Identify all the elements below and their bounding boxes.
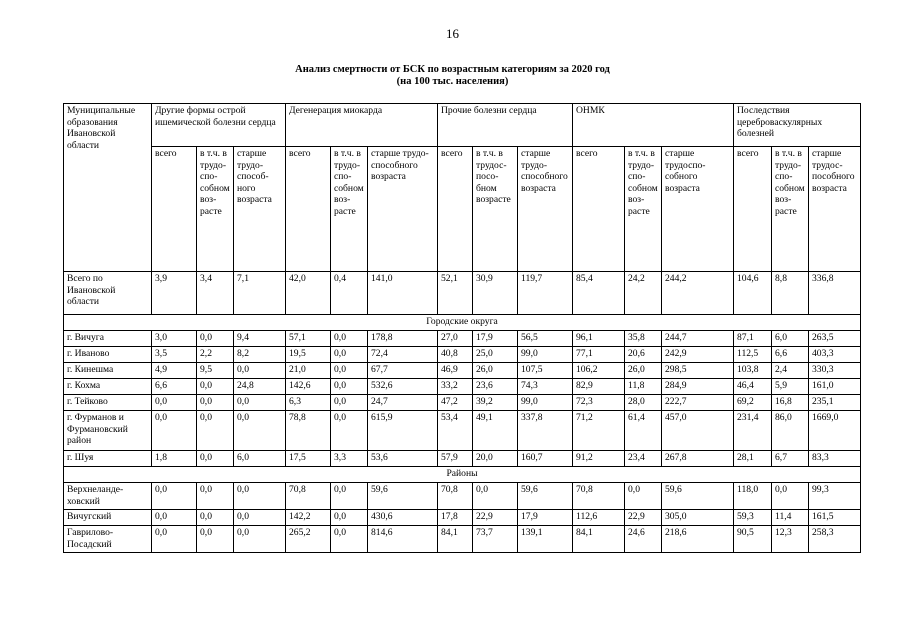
header-group: Дегенерация миокарда [286, 104, 438, 147]
value-cell: 26,0 [473, 363, 518, 379]
value-cell: 0,0 [473, 483, 518, 510]
value-cell: 305,0 [662, 510, 734, 526]
table-row [64, 363, 861, 379]
value-cell: 28,0 [625, 395, 662, 411]
value-cell: 47,2 [438, 395, 473, 411]
value-cell: 0,0 [197, 331, 234, 347]
municipality-name: Верхнеландеховский [64, 483, 152, 510]
value-cell: 72,3 [573, 395, 625, 411]
value-cell: 139,1 [518, 526, 573, 553]
value-cell: 337,8 [518, 411, 573, 451]
value-cell: 16,8 [772, 395, 809, 411]
table-row [64, 510, 861, 526]
value-cell: 2,2 [197, 347, 234, 363]
section-row [64, 315, 861, 331]
title-line-2: (на 100 тыс. населения) [396, 76, 509, 87]
value-cell: 0,0 [197, 451, 234, 467]
value-cell: 615,9 [368, 411, 438, 451]
value-cell: 231,4 [734, 411, 772, 451]
value-cell: 0,0 [197, 483, 234, 510]
subheader-cell: в т.ч. в трудоспособном возрасте [625, 147, 662, 272]
value-cell: 0,0 [331, 395, 368, 411]
value-cell: 267,8 [662, 451, 734, 467]
value-cell: 178,8 [368, 331, 438, 347]
value-cell: 3,9 [152, 272, 197, 315]
value-cell: 244,7 [662, 331, 734, 347]
value-cell: 0,0 [772, 483, 809, 510]
value-cell: 40,8 [438, 347, 473, 363]
subheader-cell: старше трудоспособного возраста [518, 147, 573, 272]
value-cell: 69,2 [734, 395, 772, 411]
municipality-name: г. Фурманов и Фурмановский район [64, 411, 152, 451]
value-cell: 258,3 [809, 526, 861, 553]
value-cell: 0,0 [331, 483, 368, 510]
value-cell: 330,3 [809, 363, 861, 379]
value-cell: 403,3 [809, 347, 861, 363]
value-cell: 430,6 [368, 510, 438, 526]
value-cell: 457,0 [662, 411, 734, 451]
subheader-cell: всего [152, 147, 197, 272]
value-cell: 8,8 [772, 272, 809, 315]
value-cell: 53,6 [368, 451, 438, 467]
value-cell: 57,9 [438, 451, 473, 467]
value-cell: 19,5 [286, 347, 331, 363]
value-cell: 0,0 [197, 395, 234, 411]
value-cell: 30,9 [473, 272, 518, 315]
subheader-cell: старше трудоспособного возраста [662, 147, 734, 272]
value-cell: 12,3 [772, 526, 809, 553]
value-cell: 24,2 [625, 272, 662, 315]
municipality-name: Гаврилово-Посадский [64, 526, 152, 553]
value-cell: 59,6 [662, 483, 734, 510]
value-cell: 0,0 [234, 483, 286, 510]
value-cell: 112,5 [734, 347, 772, 363]
subheader-cell: в т.ч. в трудоспособном возрасте [772, 147, 809, 272]
value-cell: 39,2 [473, 395, 518, 411]
header-row-groups [64, 104, 861, 147]
value-cell: 59,3 [734, 510, 772, 526]
value-cell: 0,0 [331, 411, 368, 451]
value-cell: 0,0 [331, 363, 368, 379]
value-cell: 235,1 [809, 395, 861, 411]
value-cell: 142,6 [286, 379, 331, 395]
municipality-name: г. Вичуга [64, 331, 152, 347]
value-cell: 3,4 [197, 272, 234, 315]
value-cell: 8,2 [234, 347, 286, 363]
header-group: ОНМК [573, 104, 734, 147]
value-cell: 86,0 [772, 411, 809, 451]
value-cell: 3,5 [152, 347, 197, 363]
value-cell: 0,0 [234, 411, 286, 451]
subheader-cell: старше трудоспособного возраста [234, 147, 286, 272]
value-cell: 0,0 [197, 510, 234, 526]
value-cell: 0,0 [197, 526, 234, 553]
subheader-cell: в т.ч. в трудоспособном возрасте [473, 147, 518, 272]
value-cell: 0,0 [152, 395, 197, 411]
table-title [0, 64, 905, 88]
value-cell: 78,8 [286, 411, 331, 451]
value-cell: 72,4 [368, 347, 438, 363]
table-row [64, 395, 861, 411]
value-cell: 77,1 [573, 347, 625, 363]
value-cell: 25,0 [473, 347, 518, 363]
value-cell: 85,4 [573, 272, 625, 315]
value-cell: 0,0 [331, 510, 368, 526]
value-cell: 118,0 [734, 483, 772, 510]
table-row [64, 379, 861, 395]
value-cell: 57,1 [286, 331, 331, 347]
value-cell: 35,8 [625, 331, 662, 347]
value-cell: 6,7 [772, 451, 809, 467]
subheader-cell: в т.ч. в трудоспособном возрасте [331, 147, 368, 272]
value-cell: 0,0 [234, 526, 286, 553]
value-cell: 59,6 [518, 483, 573, 510]
value-cell: 61,4 [625, 411, 662, 451]
value-cell: 218,6 [662, 526, 734, 553]
value-cell: 0,0 [152, 510, 197, 526]
value-cell: 3,3 [331, 451, 368, 467]
value-cell: 28,1 [734, 451, 772, 467]
mortality-table [63, 103, 861, 553]
value-cell: 265,2 [286, 526, 331, 553]
value-cell: 161,5 [809, 510, 861, 526]
value-cell: 21,0 [286, 363, 331, 379]
value-cell: 20,0 [473, 451, 518, 467]
table-row [64, 451, 861, 467]
value-cell: 84,1 [438, 526, 473, 553]
municipality-name: г. Тейково [64, 395, 152, 411]
subheader-cell: всего [286, 147, 331, 272]
value-cell: 24,6 [625, 526, 662, 553]
value-cell: 119,7 [518, 272, 573, 315]
value-cell: 0,0 [331, 331, 368, 347]
value-cell: 82,9 [573, 379, 625, 395]
value-cell: 0,0 [625, 483, 662, 510]
value-cell: 5,9 [772, 379, 809, 395]
table-row [64, 272, 861, 315]
value-cell: 106,2 [573, 363, 625, 379]
value-cell: 0,0 [234, 510, 286, 526]
subheader-cell: всего [734, 147, 772, 272]
value-cell: 0,0 [152, 483, 197, 510]
subheader-cell: старше трудоспособного возраста [368, 147, 438, 272]
section-title: Районы [64, 467, 861, 483]
value-cell: 53,4 [438, 411, 473, 451]
value-cell: 0,0 [331, 379, 368, 395]
value-cell: 6,3 [286, 395, 331, 411]
value-cell: 17,9 [518, 510, 573, 526]
value-cell: 46,4 [734, 379, 772, 395]
value-cell: 9,5 [197, 363, 234, 379]
table-row [64, 483, 861, 510]
value-cell: 27,0 [438, 331, 473, 347]
value-cell: 99,0 [518, 395, 573, 411]
section-title: Городские округа [64, 315, 861, 331]
section-row [64, 467, 861, 483]
value-cell: 6,0 [772, 331, 809, 347]
value-cell: 49,1 [473, 411, 518, 451]
value-cell: 112,6 [573, 510, 625, 526]
value-cell: 222,7 [662, 395, 734, 411]
value-cell: 90,5 [734, 526, 772, 553]
value-cell: 1,8 [152, 451, 197, 467]
value-cell: 0,0 [197, 411, 234, 451]
value-cell: 104,6 [734, 272, 772, 315]
value-cell: 0,4 [331, 272, 368, 315]
value-cell: 532,6 [368, 379, 438, 395]
value-cell: 263,5 [809, 331, 861, 347]
value-cell: 23,4 [625, 451, 662, 467]
title-line-1: Анализ смертности от БСК по возрастным категориям за 2020 год [295, 64, 610, 75]
value-cell: 84,1 [573, 526, 625, 553]
value-cell: 59,6 [368, 483, 438, 510]
value-cell: 284,9 [662, 379, 734, 395]
value-cell: 298,5 [662, 363, 734, 379]
municipality-name: г. Кинешма [64, 363, 152, 379]
value-cell: 160,7 [518, 451, 573, 467]
value-cell: 74,3 [518, 379, 573, 395]
value-cell: 17,9 [473, 331, 518, 347]
table-row [64, 347, 861, 363]
value-cell: 24,7 [368, 395, 438, 411]
value-cell: 242,9 [662, 347, 734, 363]
value-cell: 161,0 [809, 379, 861, 395]
value-cell: 70,8 [438, 483, 473, 510]
value-cell: 52,1 [438, 272, 473, 315]
subheader-cell: старше трудоспособного возраста [809, 147, 861, 272]
value-cell: 87,1 [734, 331, 772, 347]
value-cell: 99,3 [809, 483, 861, 510]
municipality-name: г. Шуя [64, 451, 152, 467]
value-cell: 22,9 [473, 510, 518, 526]
value-cell: 56,5 [518, 331, 573, 347]
value-cell: 6,6 [772, 347, 809, 363]
subheader-cell: всего [438, 147, 473, 272]
value-cell: 11,8 [625, 379, 662, 395]
table-row [64, 526, 861, 553]
value-cell: 70,8 [286, 483, 331, 510]
value-cell: 17,5 [286, 451, 331, 467]
value-cell: 24,8 [234, 379, 286, 395]
municipality-name: Всего по Ивановской области [64, 272, 152, 315]
value-cell: 67,7 [368, 363, 438, 379]
value-cell: 142,2 [286, 510, 331, 526]
value-cell: 336,8 [809, 272, 861, 315]
value-cell: 107,5 [518, 363, 573, 379]
value-cell: 26,0 [625, 363, 662, 379]
value-cell: 0,0 [152, 411, 197, 451]
value-cell: 42,0 [286, 272, 331, 315]
table-row [64, 411, 861, 451]
value-cell: 0,0 [331, 526, 368, 553]
value-cell: 103,8 [734, 363, 772, 379]
table-body [64, 272, 861, 553]
municipality-name: г. Иваново [64, 347, 152, 363]
table-row [64, 331, 861, 347]
value-cell: 2,4 [772, 363, 809, 379]
subheader-cell: всего [573, 147, 625, 272]
header-row-sub [64, 147, 861, 272]
value-cell: 96,1 [573, 331, 625, 347]
value-cell: 91,2 [573, 451, 625, 467]
value-cell: 46,9 [438, 363, 473, 379]
value-cell: 71,2 [573, 411, 625, 451]
value-cell: 6,0 [234, 451, 286, 467]
value-cell: 83,3 [809, 451, 861, 467]
page-number: 16 [446, 26, 459, 41]
value-cell: 17,8 [438, 510, 473, 526]
value-cell: 1669,0 [809, 411, 861, 451]
value-cell: 33,2 [438, 379, 473, 395]
header-group: Прочие болезни сердца [438, 104, 573, 147]
value-cell: 73,7 [473, 526, 518, 553]
value-cell: 11,4 [772, 510, 809, 526]
value-cell: 244,2 [662, 272, 734, 315]
value-cell: 4,9 [152, 363, 197, 379]
header-group: Другие формы острой ишемической болезни сердца [152, 104, 286, 147]
value-cell: 9,4 [234, 331, 286, 347]
value-cell: 0,0 [234, 395, 286, 411]
value-cell: 22,9 [625, 510, 662, 526]
value-cell: 20,6 [625, 347, 662, 363]
value-cell: 0,0 [197, 379, 234, 395]
subheader-cell: в т.ч. в трудоспособном возрасте [197, 147, 234, 272]
value-cell: 6,6 [152, 379, 197, 395]
value-cell: 141,0 [368, 272, 438, 315]
header-group: Последствия цереброваскулярных болезней [734, 104, 861, 147]
value-cell: 23,6 [473, 379, 518, 395]
value-cell: 7,1 [234, 272, 286, 315]
header-municipality: Муниципальные образования Ивановской области [64, 104, 152, 272]
value-cell: 70,8 [573, 483, 625, 510]
value-cell: 99,0 [518, 347, 573, 363]
value-cell: 814,6 [368, 526, 438, 553]
value-cell: 3,0 [152, 331, 197, 347]
municipality-name: Вичугский [64, 510, 152, 526]
value-cell: 0,0 [234, 363, 286, 379]
value-cell: 0,0 [331, 347, 368, 363]
value-cell: 0,0 [152, 526, 197, 553]
municipality-name: г. Кохма [64, 379, 152, 395]
